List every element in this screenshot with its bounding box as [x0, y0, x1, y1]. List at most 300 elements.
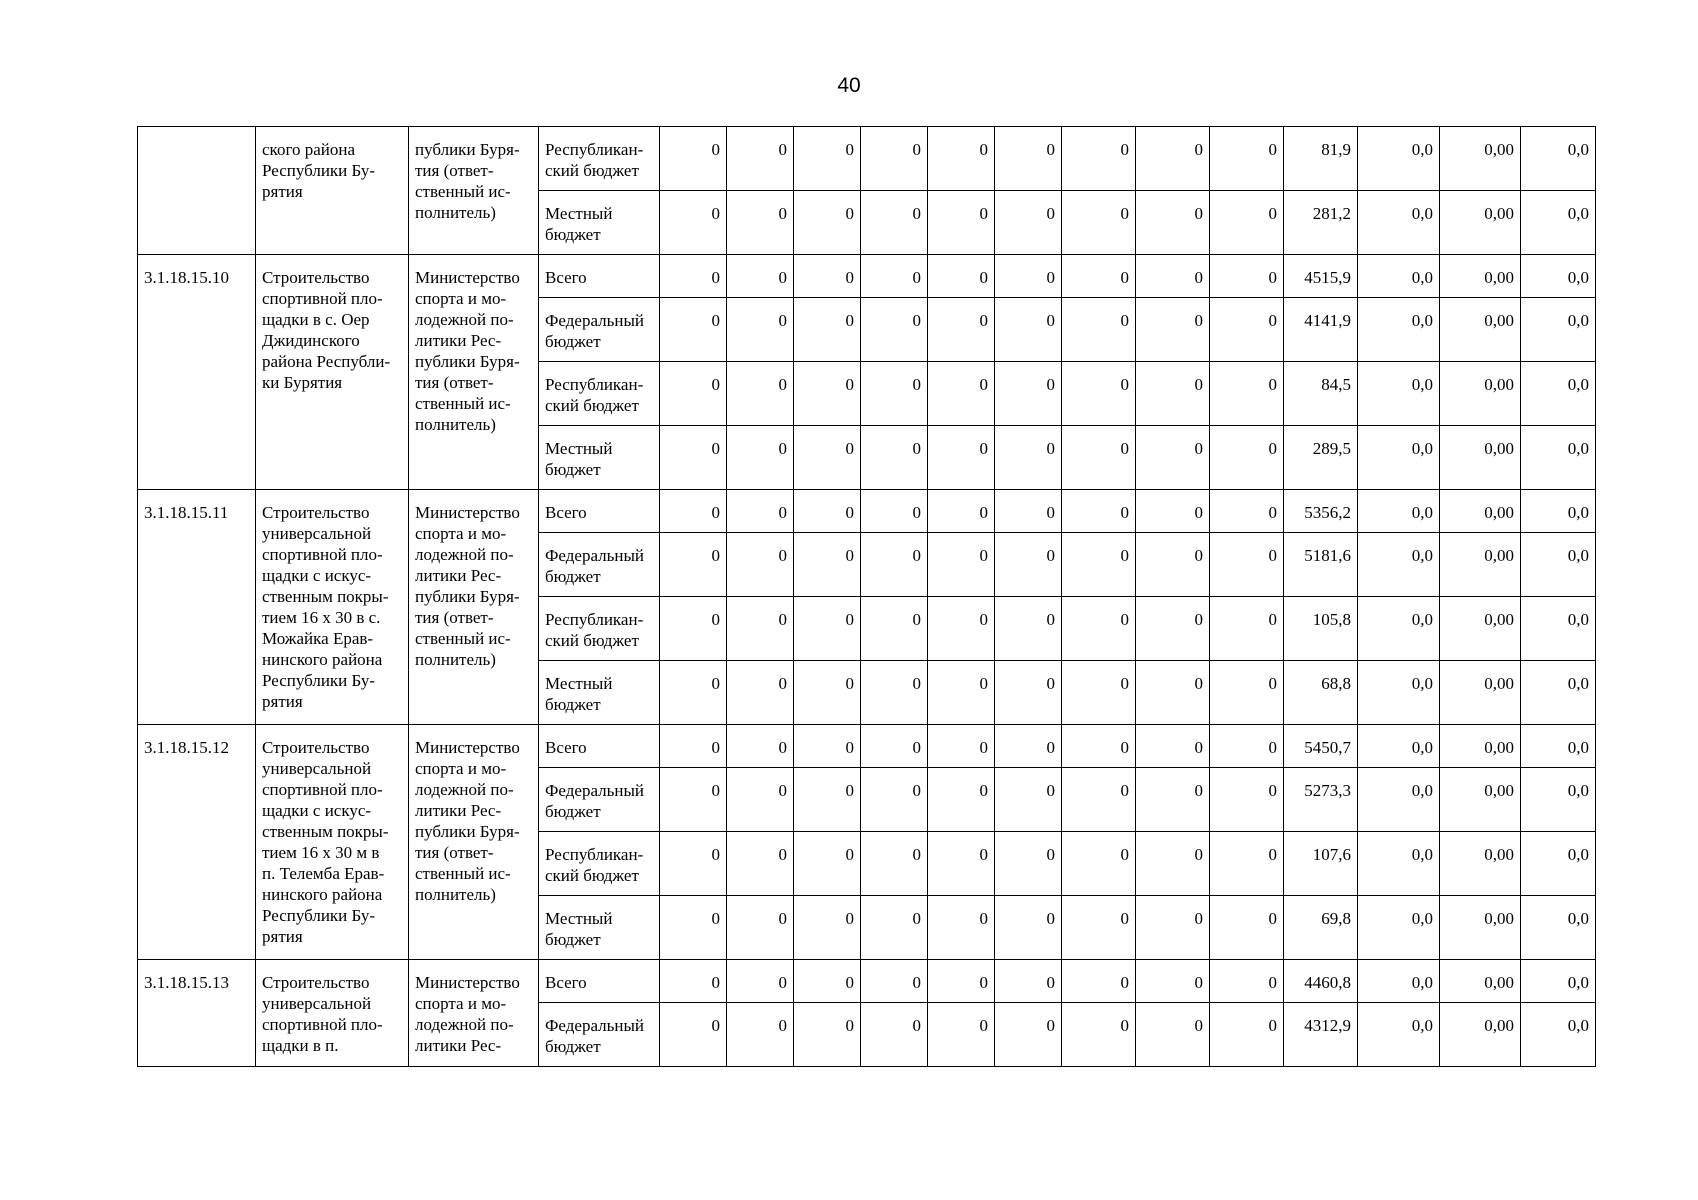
value-cell	[1440, 255, 1521, 298]
value-cell	[928, 255, 995, 298]
value-cell	[995, 298, 1062, 362]
value-cell-text: 0,0	[1567, 1016, 1589, 1035]
value-cell-text: 0	[845, 781, 854, 800]
value-cell	[1136, 725, 1210, 768]
funding-source-cell	[539, 768, 660, 832]
value-cell	[1210, 896, 1284, 960]
value-cell	[660, 597, 727, 661]
value-cell	[794, 896, 861, 960]
value-cell	[1440, 533, 1521, 597]
value-cell	[995, 255, 1062, 298]
value-cell-text: 4515,9	[1304, 268, 1351, 287]
value-cell-text: 0	[1120, 311, 1129, 330]
item-name-cell	[256, 725, 409, 960]
value-cell	[928, 1003, 995, 1067]
value-cell-text: 0	[711, 845, 720, 864]
value-cell	[794, 533, 861, 597]
value-cell-text: 0	[1120, 845, 1129, 864]
value-cell	[861, 597, 928, 661]
value-cell	[1210, 191, 1284, 255]
table-row	[138, 127, 1596, 191]
value-cell	[727, 832, 794, 896]
value-cell-text: 0	[1268, 268, 1277, 287]
value-cell-text: 107,6	[1312, 845, 1351, 864]
value-cell	[660, 725, 727, 768]
value-cell	[1136, 768, 1210, 832]
value-cell-text: 0	[1194, 375, 1203, 394]
value-cell	[861, 896, 928, 960]
value-cell-text: 0,0	[1411, 268, 1433, 287]
value-cell-text: 0,0	[1567, 503, 1589, 522]
value-cell-text: 0,0	[1567, 311, 1589, 330]
value-cell	[1521, 597, 1596, 661]
value-cell-text: 0	[711, 973, 720, 992]
value-cell-text: 0	[1046, 503, 1055, 522]
value-cell	[1284, 533, 1358, 597]
value-cell-text: 0	[1120, 546, 1129, 565]
value-cell-text: 0	[1046, 738, 1055, 757]
value-cell	[1284, 832, 1358, 896]
value-cell	[1440, 725, 1521, 768]
value-cell-text: 4460,8	[1304, 973, 1351, 992]
value-cell-text: 0	[1268, 1016, 1277, 1035]
value-cell	[1358, 533, 1440, 597]
value-cell-text: 0	[711, 375, 720, 394]
value-cell	[1062, 533, 1136, 597]
value-cell-text: 0,0	[1567, 845, 1589, 864]
value-cell	[861, 1003, 928, 1067]
value-cell-text: 0	[979, 1016, 988, 1035]
funding-source-cell	[539, 533, 660, 597]
value-cell	[1062, 960, 1136, 1003]
value-cell-text: 289,5	[1312, 439, 1351, 458]
value-cell	[1136, 362, 1210, 426]
value-cell	[861, 490, 928, 533]
value-cell-text: 0	[845, 845, 854, 864]
value-cell-text: 0	[778, 1016, 787, 1035]
value-cell	[995, 533, 1062, 597]
table-row	[138, 490, 1596, 533]
budget-table	[137, 126, 1596, 1067]
value-cell-text: 0	[912, 909, 921, 928]
funding-source-cell-text: Всего	[545, 973, 587, 992]
funding-source-cell	[539, 896, 660, 960]
value-cell	[1521, 426, 1596, 490]
funding-source-cell-text: Всего	[545, 503, 587, 522]
funding-source-cell	[539, 255, 660, 298]
value-cell-text: 0	[1194, 973, 1203, 992]
item-code-cell	[138, 127, 256, 255]
value-cell	[794, 490, 861, 533]
funding-source-cell	[539, 960, 660, 1003]
value-cell	[928, 960, 995, 1003]
value-cell-text: 0,0	[1567, 973, 1589, 992]
funding-source-cell	[539, 490, 660, 533]
value-cell-text: 0,0	[1567, 268, 1589, 287]
value-cell-text: 0	[1268, 375, 1277, 394]
value-cell	[660, 960, 727, 1003]
value-cell	[1136, 896, 1210, 960]
value-cell	[1284, 362, 1358, 426]
item-executor-cell-text: Министерство спорта и мо- лодежной по- литики Рес- публики Буря- тия (ответ- ственный ис- полнитель)	[415, 738, 520, 904]
value-cell	[1136, 490, 1210, 533]
value-cell-text: 84,5	[1321, 375, 1351, 394]
value-cell	[660, 362, 727, 426]
value-cell	[1521, 725, 1596, 768]
value-cell	[861, 362, 928, 426]
value-cell-text: 0,0	[1411, 1016, 1433, 1035]
value-cell-text: 0	[778, 973, 787, 992]
value-cell-text: 0	[845, 439, 854, 458]
value-cell	[995, 426, 1062, 490]
value-cell	[1521, 960, 1596, 1003]
item-name-cell	[256, 127, 409, 255]
value-cell-text: 81,9	[1321, 140, 1351, 159]
value-cell-text: 0	[1268, 845, 1277, 864]
funding-source-cell-text: Федеральный бюджет	[545, 311, 644, 351]
value-cell	[1440, 127, 1521, 191]
value-cell	[794, 255, 861, 298]
value-cell-text: 0	[1194, 845, 1203, 864]
value-cell-text: 281,2	[1312, 204, 1351, 223]
value-cell-text: 0,0	[1411, 503, 1433, 522]
value-cell-text: 0,0	[1411, 439, 1433, 458]
value-cell	[1521, 191, 1596, 255]
value-cell	[995, 960, 1062, 1003]
value-cell	[1210, 490, 1284, 533]
value-cell	[660, 533, 727, 597]
value-cell	[1358, 768, 1440, 832]
value-cell	[928, 490, 995, 533]
value-cell	[1358, 661, 1440, 725]
item-name-cell	[256, 490, 409, 725]
value-cell-text: 0	[1046, 781, 1055, 800]
item-executor-cell	[409, 127, 539, 255]
value-cell	[1062, 725, 1136, 768]
value-cell	[1358, 298, 1440, 362]
value-cell-text: 0	[778, 503, 787, 522]
value-cell-text: 0	[1268, 610, 1277, 629]
value-cell-text: 0	[1120, 973, 1129, 992]
item-name-cell-text: Строительство спортивной пло- щадки в с. Оер Джидинского района Республи- ки Бурятия	[262, 268, 391, 392]
value-cell-text: 0	[979, 204, 988, 223]
funding-source-cell	[539, 725, 660, 768]
value-cell	[861, 191, 928, 255]
item-code-cell	[138, 490, 256, 725]
value-cell	[794, 960, 861, 1003]
value-cell	[794, 661, 861, 725]
value-cell	[660, 426, 727, 490]
value-cell-text: 0,0	[1567, 439, 1589, 458]
value-cell	[995, 725, 1062, 768]
value-cell-text: 0,00	[1484, 439, 1514, 458]
value-cell	[1136, 127, 1210, 191]
value-cell-text: 0	[979, 311, 988, 330]
value-cell-text: 0	[912, 674, 921, 693]
value-cell-text: 0	[1194, 503, 1203, 522]
value-cell	[1521, 127, 1596, 191]
value-cell	[1210, 725, 1284, 768]
funding-source-cell	[539, 597, 660, 661]
value-cell-text: 0	[1268, 503, 1277, 522]
funding-source-cell	[539, 191, 660, 255]
value-cell	[794, 1003, 861, 1067]
value-cell	[794, 597, 861, 661]
value-cell	[1440, 426, 1521, 490]
value-cell-text: 0	[711, 311, 720, 330]
value-cell-text: 0	[711, 674, 720, 693]
value-cell	[727, 426, 794, 490]
value-cell-text: 0	[912, 503, 921, 522]
value-cell	[1521, 661, 1596, 725]
value-cell	[660, 832, 727, 896]
value-cell-text: 0	[778, 204, 787, 223]
table-row	[138, 255, 1596, 298]
value-cell-text: 0	[1120, 909, 1129, 928]
value-cell-text: 0	[1268, 973, 1277, 992]
value-cell-text: 0	[979, 439, 988, 458]
value-cell-text: 0,0	[1411, 311, 1433, 330]
value-cell	[1521, 768, 1596, 832]
value-cell	[928, 127, 995, 191]
value-cell	[1521, 1003, 1596, 1067]
value-cell-text: 5273,3	[1304, 781, 1351, 800]
value-cell-text: 0	[1268, 546, 1277, 565]
value-cell	[1210, 832, 1284, 896]
value-cell	[1440, 960, 1521, 1003]
value-cell-text: 0,0	[1411, 738, 1433, 757]
value-cell	[1210, 127, 1284, 191]
value-cell	[1521, 362, 1596, 426]
value-cell-text: 0	[979, 674, 988, 693]
value-cell-text: 0,0	[1411, 546, 1433, 565]
funding-source-cell	[539, 298, 660, 362]
value-cell	[928, 768, 995, 832]
value-cell	[995, 490, 1062, 533]
value-cell	[1210, 661, 1284, 725]
value-cell	[1062, 127, 1136, 191]
value-cell-text: 0	[912, 546, 921, 565]
value-cell-text: 0	[1194, 781, 1203, 800]
item-name-cell	[256, 960, 409, 1067]
funding-source-cell-text: Республикан- ский бюджет	[545, 375, 644, 415]
value-cell-text: 0	[845, 1016, 854, 1035]
funding-source-cell-text: Федеральный бюджет	[545, 1016, 644, 1056]
value-cell	[1136, 832, 1210, 896]
value-cell-text: 0,0	[1411, 909, 1433, 928]
value-cell-text: 0	[845, 503, 854, 522]
value-cell	[995, 191, 1062, 255]
value-cell	[1358, 832, 1440, 896]
value-cell-text: 0	[778, 781, 787, 800]
funding-source-cell-text: Местный бюджет	[545, 204, 613, 244]
value-cell-text: 0	[711, 1016, 720, 1035]
funding-source-cell-text: Местный бюджет	[545, 439, 613, 479]
item-code-cell	[138, 255, 256, 490]
value-cell-text: 0,00	[1484, 503, 1514, 522]
value-cell	[1521, 255, 1596, 298]
value-cell-text: 0	[1120, 738, 1129, 757]
value-cell-text: 0	[1268, 204, 1277, 223]
value-cell	[660, 1003, 727, 1067]
value-cell-text: 0	[845, 674, 854, 693]
value-cell	[1358, 896, 1440, 960]
value-cell	[1210, 362, 1284, 426]
value-cell	[1440, 490, 1521, 533]
value-cell-text: 0	[778, 909, 787, 928]
value-cell-text: 0	[845, 546, 854, 565]
value-cell	[660, 768, 727, 832]
value-cell-text: 0	[912, 439, 921, 458]
value-cell-text: 0	[1120, 674, 1129, 693]
value-cell-text: 0	[1046, 268, 1055, 287]
value-cell	[928, 298, 995, 362]
value-cell	[928, 896, 995, 960]
value-cell-text: 0,0	[1567, 610, 1589, 629]
value-cell	[660, 661, 727, 725]
value-cell-text: 0	[711, 546, 720, 565]
value-cell	[1062, 426, 1136, 490]
value-cell-text: 0,00	[1484, 311, 1514, 330]
value-cell-text: 0,00	[1484, 973, 1514, 992]
value-cell-text: 0	[1046, 973, 1055, 992]
value-cell	[1210, 768, 1284, 832]
value-cell-text: 0	[778, 439, 787, 458]
value-cell	[794, 362, 861, 426]
item-name-cell-text: ского района Республики Бу- рятия	[262, 140, 376, 201]
value-cell-text: 0	[778, 845, 787, 864]
value-cell-text: 0	[845, 140, 854, 159]
item-code-cell-text: 3.1.18.15.10	[144, 268, 229, 287]
value-cell	[1440, 1003, 1521, 1067]
value-cell	[1062, 298, 1136, 362]
value-cell-text: 0,00	[1484, 845, 1514, 864]
value-cell	[1358, 597, 1440, 661]
value-cell-text: 0,00	[1484, 140, 1514, 159]
value-cell	[1440, 661, 1521, 725]
value-cell-text: 0	[1046, 845, 1055, 864]
funding-source-cell-text: Всего	[545, 268, 587, 287]
value-cell	[861, 533, 928, 597]
page-number: 40	[837, 74, 861, 97]
value-cell	[928, 362, 995, 426]
value-cell	[727, 362, 794, 426]
value-cell	[861, 298, 928, 362]
value-cell	[1358, 960, 1440, 1003]
item-executor-cell-text: Министерство спорта и мо- лодежной по- литики Рес-	[415, 973, 520, 1055]
funding-source-cell	[539, 661, 660, 725]
item-executor-cell	[409, 490, 539, 725]
item-code-cell-text: 3.1.18.15.13	[144, 973, 229, 992]
value-cell-text: 0	[845, 610, 854, 629]
value-cell	[1358, 725, 1440, 768]
value-cell-text: 0	[1120, 268, 1129, 287]
item-executor-cell	[409, 255, 539, 490]
value-cell-text: 0	[979, 503, 988, 522]
value-cell	[1440, 191, 1521, 255]
value-cell-text: 0	[1194, 674, 1203, 693]
value-cell	[794, 426, 861, 490]
funding-source-cell	[539, 362, 660, 426]
value-cell	[1062, 490, 1136, 533]
item-executor-cell-text: Министерство спорта и мо- лодежной по- литики Рес- публики Буря- тия (ответ- ственный ис- полнитель)	[415, 268, 520, 434]
value-cell-text: 0,0	[1567, 909, 1589, 928]
value-cell	[1284, 725, 1358, 768]
value-cell	[1062, 597, 1136, 661]
value-cell	[861, 426, 928, 490]
value-cell-text: 0,00	[1484, 1016, 1514, 1035]
value-cell	[660, 255, 727, 298]
value-cell-text: 0	[912, 738, 921, 757]
value-cell-text: 0	[845, 738, 854, 757]
value-cell-text: 0	[711, 610, 720, 629]
value-cell-text: 0,0	[1411, 204, 1433, 223]
value-cell	[794, 768, 861, 832]
value-cell-text: 5181,6	[1304, 546, 1351, 565]
value-cell-text: 0	[1268, 140, 1277, 159]
value-cell-text: 0,0	[1411, 140, 1433, 159]
value-cell-text: 0	[845, 909, 854, 928]
value-cell-text: 0,00	[1484, 268, 1514, 287]
value-cell	[995, 1003, 1062, 1067]
value-cell	[1284, 896, 1358, 960]
value-cell	[1210, 597, 1284, 661]
value-cell	[1062, 191, 1136, 255]
value-cell	[727, 1003, 794, 1067]
value-cell-text: 0	[845, 204, 854, 223]
value-cell	[1284, 191, 1358, 255]
value-cell-text: 0	[1194, 546, 1203, 565]
value-cell	[1521, 298, 1596, 362]
funding-source-cell-text: Республикан- ский бюджет	[545, 140, 644, 180]
value-cell	[1284, 255, 1358, 298]
value-cell-text: 0	[1120, 439, 1129, 458]
value-cell	[1358, 255, 1440, 298]
value-cell-text: 0	[845, 268, 854, 287]
value-cell-text: 0	[912, 375, 921, 394]
value-cell	[1062, 255, 1136, 298]
value-cell-text: 0	[1120, 1016, 1129, 1035]
value-cell	[861, 661, 928, 725]
value-cell	[727, 191, 794, 255]
value-cell	[1062, 661, 1136, 725]
value-cell	[861, 725, 928, 768]
value-cell-text: 0,0	[1411, 674, 1433, 693]
funding-source-cell-text: Федеральный бюджет	[545, 781, 644, 821]
value-cell-text: 0	[1268, 738, 1277, 757]
table-row	[138, 725, 1596, 768]
value-cell-text: 0	[979, 140, 988, 159]
value-cell	[727, 768, 794, 832]
value-cell	[928, 533, 995, 597]
value-cell-text: 0,00	[1484, 781, 1514, 800]
value-cell	[1358, 490, 1440, 533]
value-cell-text: 0	[1120, 140, 1129, 159]
value-cell	[1136, 298, 1210, 362]
value-cell-text: 0	[845, 311, 854, 330]
value-cell	[1136, 533, 1210, 597]
value-cell	[794, 127, 861, 191]
value-cell-text: 0	[711, 909, 720, 928]
value-cell-text: 0	[912, 268, 921, 287]
value-cell-text: 0	[1046, 1016, 1055, 1035]
value-cell	[1210, 298, 1284, 362]
value-cell-text: 0	[1046, 375, 1055, 394]
value-cell-text: 0	[1046, 909, 1055, 928]
value-cell-text: 4312,9	[1304, 1016, 1351, 1035]
value-cell	[861, 255, 928, 298]
value-cell-text: 0	[1046, 610, 1055, 629]
